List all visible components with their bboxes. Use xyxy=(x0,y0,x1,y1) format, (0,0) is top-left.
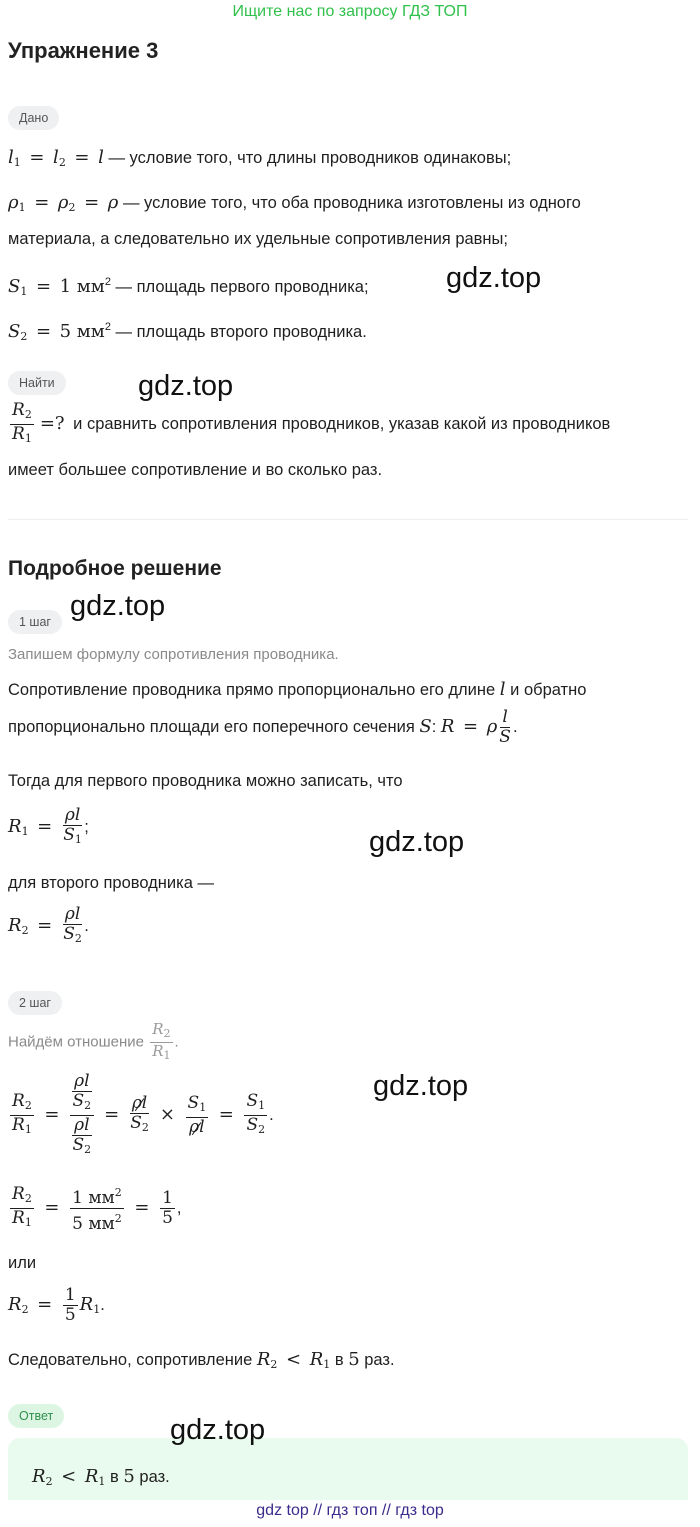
step2-pill: 2 шаг xyxy=(8,991,62,1015)
answer-text: $R_2 < R_1$ в 5 раз. xyxy=(32,1466,170,1488)
step1-line-3: Тогда для первого проводника можно записать, что xyxy=(8,772,403,790)
watermark: gdz.top xyxy=(369,826,465,858)
formula-ratio-values: $\frac{R_2}{R_1}$ = $\frac{1 мм^2}{5 мм^2}$ = $\frac{1}{5}$ , xyxy=(12,1184,182,1234)
given-line-5: $S_2 = 5$ $мм^2$ — площадь второго проводника. xyxy=(8,321,367,343)
step1-line-4: для второго проводника — xyxy=(8,874,214,892)
watermark: gdz.top xyxy=(138,370,234,402)
given-line-2: $\rho_1 = \rho_2 = \rho$ — условие того, что оба проводника изготовлены из одного xyxy=(8,192,581,214)
step2-hint: Найдём отношение $\frac{R_2}{R_1}$ . xyxy=(8,1020,179,1062)
find-line-1: $\frac{R_2}{R_1}$ =? и сравнить сопротивления проводников, указав какой из проводников xyxy=(12,400,611,445)
answer-pill: Ответ xyxy=(8,1404,64,1428)
find-pill: Найти xyxy=(8,371,66,395)
formula-r2: $R_2$ = $\frac{\rho l}{S_2}$ . xyxy=(8,904,89,945)
footer-links[interactable]: gdz top // гдз топ // гдз top xyxy=(256,1502,444,1519)
top-banner[interactable]: Ищите нас по запросу ГДЗ ТОП xyxy=(232,3,468,20)
step1-line-1: Сопротивление проводника прямо пропорционально его длине l и обратно xyxy=(8,679,587,700)
formula-ratio-derivation: $\frac{R_2}{R_1}$ = $\frac{\frac{\rho l}{S_2}}{\frac{\rho l}{S_2}}$ = $\frac{\rho l}{S_2}$ × $\frac{S_1}{\rho l}$ = $\frac{S_1}{S_2}$ . xyxy=(12,1071,274,1156)
formula-r2-result: $R_2$ = $\frac{1}{5}$ $R_1$. xyxy=(8,1285,105,1325)
watermark: gdz.top xyxy=(70,590,166,622)
given-line-4: $S_1 = 1$ $мм^2$ — площадь первого проводника; xyxy=(8,276,369,298)
step1-line-2: пропорционально площади его поперечного сечения S: R = ρ $\frac{l}{S}$ . xyxy=(8,707,518,747)
exercise-title: Упражнение 3 xyxy=(8,38,159,63)
step1-hint: Запишем формулу сопротивления проводника. xyxy=(8,646,339,663)
watermark: gdz.top xyxy=(446,262,542,294)
solution-title: Подробное решение xyxy=(8,557,222,580)
given-line-1: $l_1 = l_2 = l$ — условие того, что длины проводников одинаковы; xyxy=(8,147,512,169)
find-line-2: имеет большее сопротивление и во сколько раз. xyxy=(8,461,383,479)
given-pill: Дано xyxy=(8,106,59,130)
conclusion: Следовательно, сопротивление $R_2 < R_1$ в 5 раз. xyxy=(8,1349,395,1371)
or-text: или xyxy=(8,1254,37,1272)
watermark: gdz.top xyxy=(170,1414,266,1446)
divider xyxy=(8,519,688,520)
watermark: gdz.top xyxy=(373,1070,469,1102)
formula-r1: $R_1$ = $\frac{\rho l}{S_1}$ ; xyxy=(8,805,89,846)
given-line-3: материала, а следовательно их удельные сопротивления равны; xyxy=(8,230,508,248)
step1-pill: 1 шаг xyxy=(8,610,62,634)
